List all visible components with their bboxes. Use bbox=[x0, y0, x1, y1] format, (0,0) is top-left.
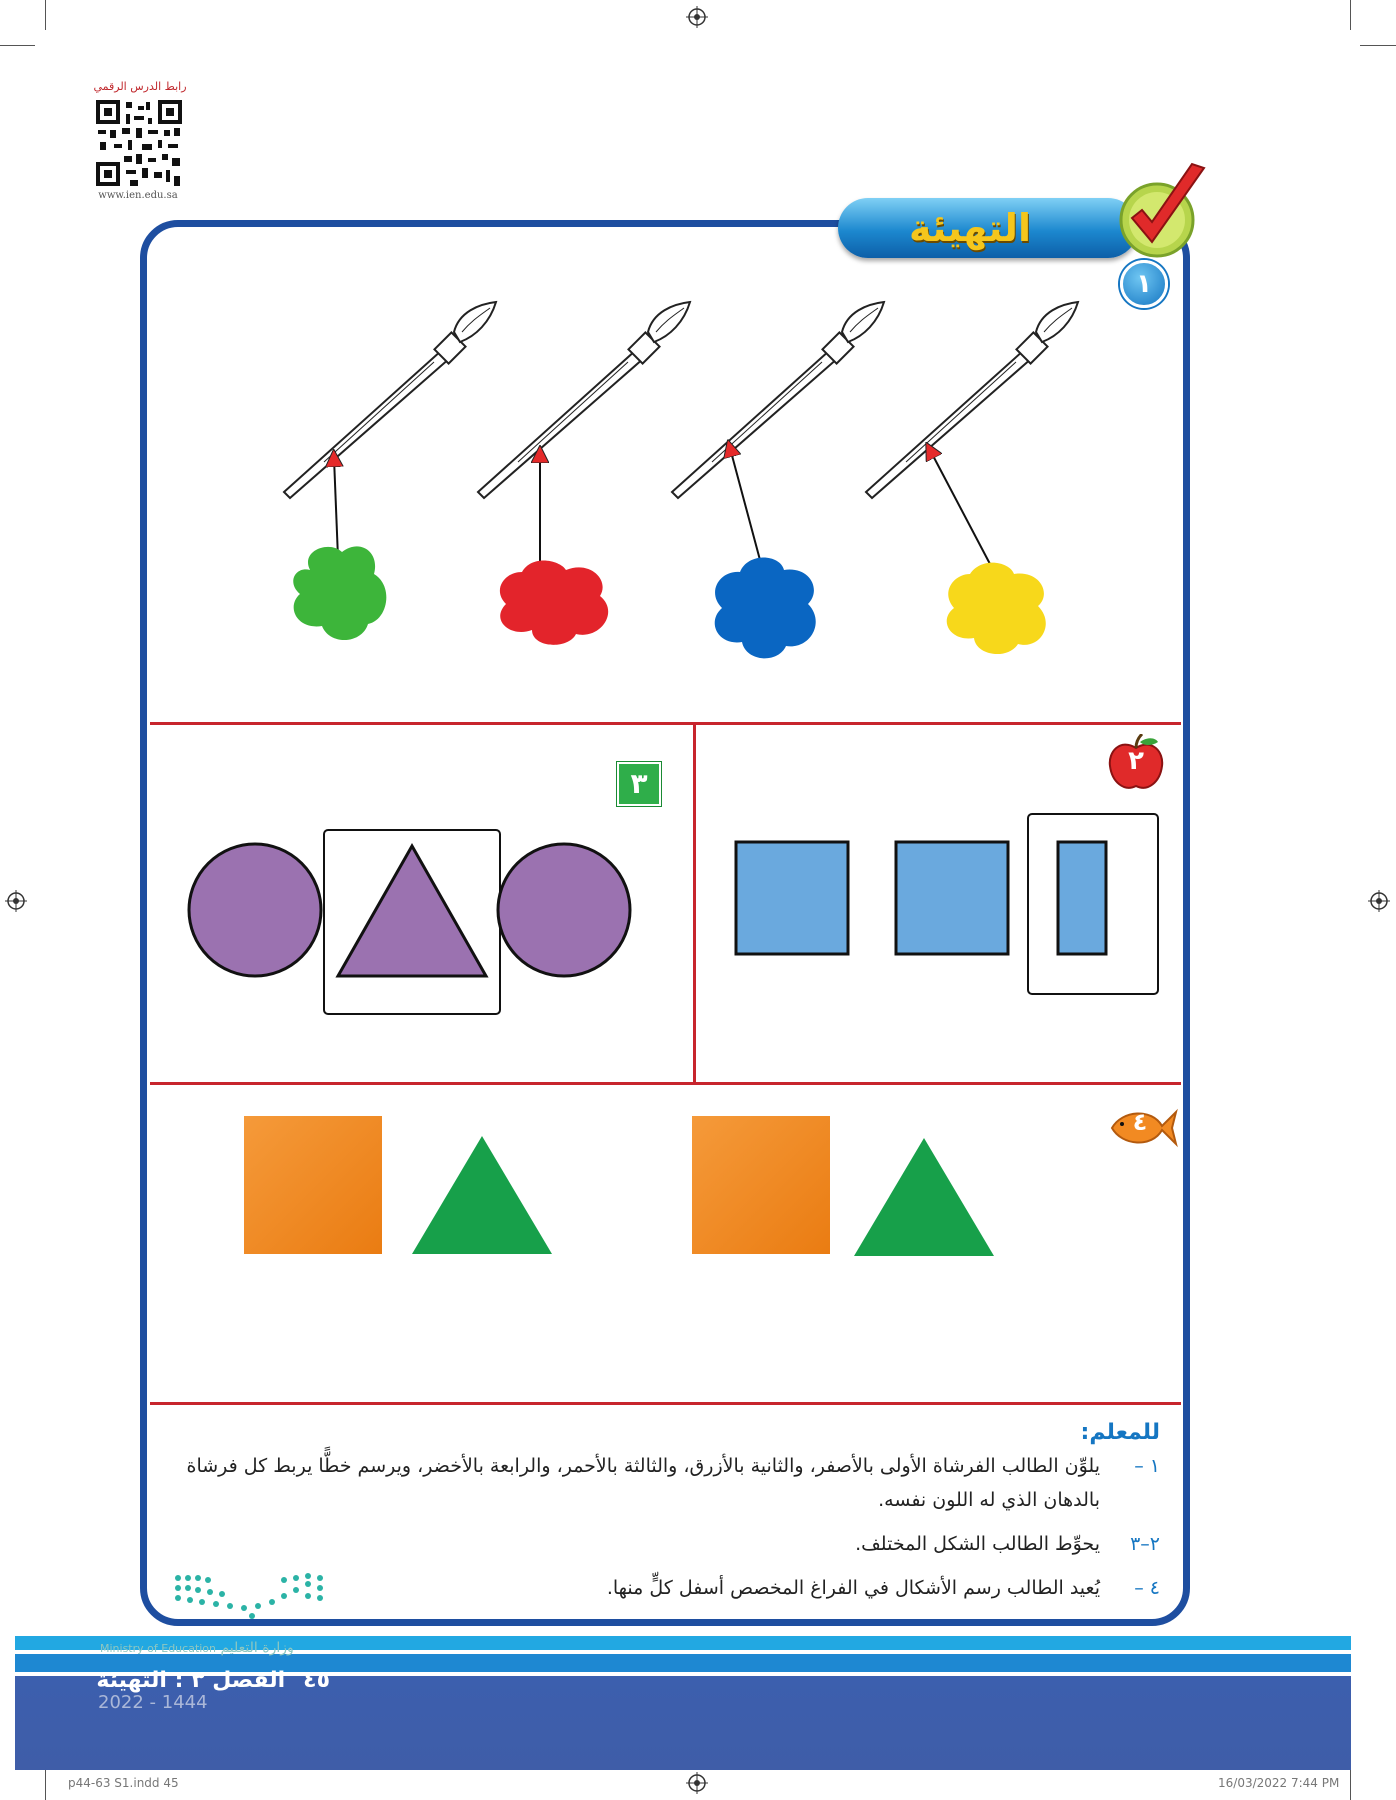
green-triangle bbox=[412, 1136, 552, 1254]
blue-shapes-row bbox=[720, 806, 1170, 1006]
section-divider bbox=[150, 722, 1181, 725]
paint-brush-icon bbox=[866, 302, 1078, 498]
section-2-number: ٢ bbox=[1128, 746, 1144, 776]
note-number: ٤ – bbox=[1134, 1577, 1160, 1599]
print-date: 16/03/2022 7:44 PM bbox=[1218, 1776, 1340, 1790]
registration-mark-icon bbox=[1368, 890, 1390, 912]
blue-rectangle bbox=[1058, 842, 1106, 954]
paint-brush-icon bbox=[284, 302, 496, 498]
brush-paint-activity bbox=[270, 290, 1120, 670]
note-item bbox=[160, 1449, 1160, 1517]
purple-circle bbox=[498, 844, 630, 976]
blue-square bbox=[736, 842, 848, 954]
paint-blob-blue bbox=[715, 558, 816, 659]
qr-label: رابط الدرس الرقمي bbox=[93, 80, 187, 93]
purple-triangle bbox=[338, 846, 486, 976]
notes-title: للمعلم: bbox=[1080, 1420, 1160, 1445]
crop-mark bbox=[1350, 1766, 1351, 1800]
registration-mark-icon bbox=[5, 890, 27, 912]
registration-mark-icon bbox=[686, 1772, 708, 1794]
section-divider bbox=[150, 1402, 1181, 1405]
checkmark-icon bbox=[1112, 160, 1212, 260]
section-3-badge: ٣ bbox=[617, 762, 661, 806]
paint-blob-yellow bbox=[947, 563, 1046, 654]
ministry-name: وزارة التعليم Ministry of Education bbox=[100, 1640, 294, 1656]
crop-mark bbox=[1360, 45, 1396, 46]
print-slug: p44-63 S1.indd 45 bbox=[68, 1776, 179, 1790]
section-1-badge: ١ bbox=[1120, 260, 1168, 308]
section-divider bbox=[150, 1082, 1181, 1085]
note-item bbox=[160, 1527, 1160, 1561]
note-text: يلوِّن الطالب الفرشاة الأولى بالأصفر، والثانية بالأزرق، والثالثة بالأحمر، والرابعة بالأخضر، ويرسم خطًّا يربط كل فرشاة بالدهان الذي له اللون نفسه. bbox=[186, 1455, 1100, 1511]
section-4-number: ٤ bbox=[1132, 1108, 1148, 1136]
crop-mark bbox=[1350, 0, 1351, 30]
paint-blob-red bbox=[500, 560, 608, 644]
section-divider bbox=[693, 722, 696, 1082]
orange-square bbox=[244, 1116, 382, 1254]
paint-brush-icon bbox=[478, 302, 690, 498]
page-number: ٤٥ bbox=[303, 1668, 330, 1693]
orange-green-pattern bbox=[230, 1110, 1070, 1260]
ministry-logo-icon bbox=[172, 1570, 332, 1620]
crop-mark bbox=[45, 0, 46, 30]
qr-code-icon[interactable] bbox=[96, 100, 182, 186]
chapter-label: الفصل ٣ : التهيئة bbox=[96, 1668, 286, 1693]
orange-square bbox=[692, 1116, 830, 1254]
registration-mark-icon bbox=[686, 6, 708, 28]
page-title: التهيئة bbox=[909, 206, 1031, 250]
blue-square bbox=[896, 842, 1008, 954]
footer-year: 2022 - 1444 bbox=[98, 1692, 208, 1713]
note-number: ١ – bbox=[1134, 1455, 1160, 1477]
paint-brush-icon bbox=[672, 302, 884, 498]
purple-circle bbox=[189, 844, 321, 976]
footer-band bbox=[15, 1636, 1351, 1770]
note-text: يُعيد الطالب رسم الأشكال في الفراغ المخصص أسفل كلٍّ منها. bbox=[606, 1577, 1100, 1599]
purple-shapes-row bbox=[180, 820, 640, 1020]
crop-mark bbox=[45, 1766, 46, 1800]
paint-blob-green bbox=[293, 546, 386, 640]
footer-chapter bbox=[90, 1668, 330, 1693]
crop-mark bbox=[0, 45, 35, 46]
note-number: ٢–٣ bbox=[1130, 1533, 1160, 1555]
note-text: يحوِّط الطالب الشكل المختلف. bbox=[855, 1533, 1100, 1555]
green-triangle bbox=[854, 1138, 994, 1256]
qr-url[interactable]: www.ien.edu.sa bbox=[98, 190, 178, 201]
